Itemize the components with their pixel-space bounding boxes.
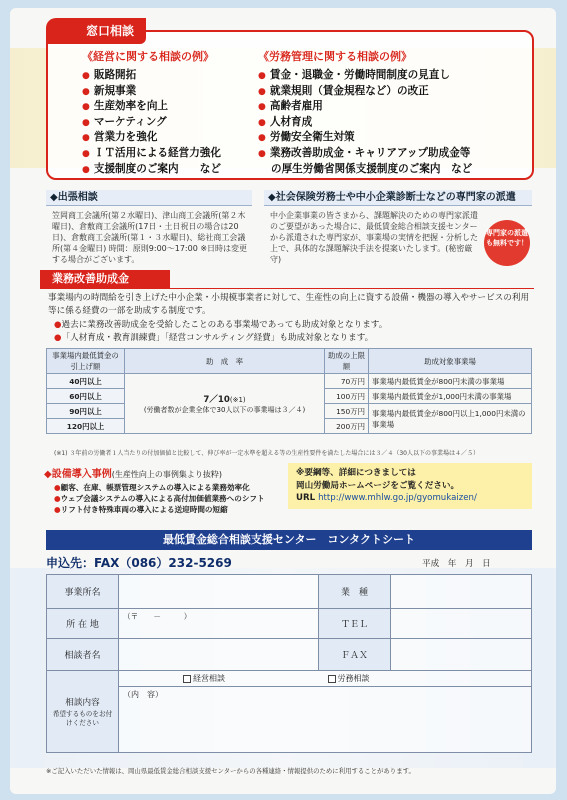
consultation-title: 窓口相談 — [46, 18, 146, 44]
expert-text: 中小企業事業の皆さまから、課題解決のための専門家派遣のご要望があった場合に、最低賃金総合相談支援センターから派遣された専門家が、事業場の実情を把握・分析した上で、具体的な課題解決手法を提案いたします。(秘密厳守) — [270, 211, 478, 264]
url-line1: ※要綱等、詳細につきましては — [296, 468, 416, 478]
bullet-icon: ● — [82, 117, 90, 128]
subsidy-text: 事業場内の時間給を引き上げた中小企業・小規模事業者に対して、生産性の向上に資する設備・機器の導入やサービスの利用等に係る経費の一部を助成する制度です。 — [48, 293, 530, 316]
bullet-icon: ● — [258, 102, 266, 113]
bullet-icon: ● — [82, 86, 90, 97]
bullet-icon: ● — [258, 133, 266, 144]
list-item: ● 高齢者雇用 — [258, 100, 323, 113]
list-item: ● マーケティング — [82, 115, 167, 128]
address-label: 所 在 地 — [47, 609, 119, 639]
bullet-icon: ● — [258, 71, 266, 81]
consultation-box — [46, 24, 534, 180]
list-item: ● ＩＴ活用による経営力強化 — [82, 146, 221, 159]
list-item: ●ウェブ会議システムの導入による高付加価値業務へのシフト — [54, 494, 265, 503]
fax-label: ＦＡＸ — [319, 639, 391, 671]
content-options — [119, 671, 532, 687]
checkbox-icon[interactable] — [183, 675, 191, 683]
management-column — [82, 48, 221, 177]
equipment-heading: ◆設備導入事例(生産性向上の事例集より抜粋) — [44, 469, 222, 480]
target-cell: 事業場内最低賃金が800円以上1,000円未満の事業場 — [369, 404, 532, 434]
header-raise: 事業場内最低賃金の引上げ額 — [47, 349, 125, 374]
management-option[interactable]: 経営相談 — [183, 674, 225, 683]
raise-cell: 90円以上 — [47, 404, 125, 419]
onsite-heading: ◆出張相談 — [46, 190, 252, 206]
person-label: 相談者名 — [47, 639, 119, 671]
table-footnote: (※1) ３年前の労働者１人当たりの付加価値と比較して、伸び率が一定水準を超える等の生産性要件を満たした場合には３／４（30人以下の事業場は４／５） — [54, 450, 479, 457]
free-dispatch-badge: 専門家の派遣も無料です！ — [484, 220, 530, 266]
list-item-continuation: の厚生労働省関係支援制度のご案内 など — [271, 162, 473, 175]
form-row — [47, 609, 532, 639]
bullet-icon: ● — [82, 71, 90, 81]
raise-cell: 40円以上 — [47, 374, 125, 389]
industry-field[interactable] — [391, 575, 532, 609]
target-cell: 事業場内最低賃金が1,000円未満の事業場 — [369, 389, 532, 404]
labor-column — [258, 48, 472, 176]
person-field[interactable] — [119, 639, 319, 671]
onsite-text: 笠岡商工会議所(第２水曜日)、津山商工会議所(第２木曜日)、倉敷商工会議所(17日・土日祝日の場合は20日)、倉敷商工会議所(第１・３水曜日)、総社商工会議所(第４金曜日) 時間：原則9:00～17:00 ※日時は変更する場合がございます。 — [52, 211, 248, 264]
bullet-icon: ● — [54, 483, 61, 492]
tel-field[interactable] — [391, 609, 532, 639]
list-item: ● 人材育成 — [258, 115, 313, 128]
form-row — [47, 575, 532, 609]
bullet-icon: ● — [82, 102, 90, 113]
bullet-icon: ● — [54, 494, 61, 503]
footnote: ※ご記入いただいた情報は、岡山県最低賃金総合相談支援センターからの各種連絡・情報提供のために利用することがあります。 — [46, 767, 415, 775]
labor-list — [258, 68, 472, 176]
subsidy-title: 業務改善助成金 — [40, 270, 170, 288]
contact-form — [46, 574, 532, 753]
bullet-icon: ● — [82, 164, 90, 175]
contact-title: 最低賃金総合相談支援センター コンタクトシート — [46, 530, 532, 550]
header-target: 助成対象事業場 — [369, 349, 532, 374]
bullet-icon: ● — [258, 117, 266, 128]
fax-field[interactable] — [391, 639, 532, 671]
url-line: URL http://www.mhlw.go.jp/gyomukaizen/ — [296, 493, 477, 503]
date-field[interactable]: 平成 年 月 日 — [422, 559, 491, 569]
list-item: ●リフト付き特殊車両の導入による送迎時間の短縮 — [54, 505, 228, 514]
bullet-icon: ● — [82, 148, 90, 159]
postal-code: （〒 － ） — [123, 612, 192, 621]
subsidy-table — [46, 348, 532, 434]
flyer-page — [10, 8, 556, 794]
list-item: ●顧客、在庫、帳票管理システムの導入による業務効率化 — [54, 483, 250, 492]
bullet-icon: ● — [82, 133, 90, 144]
table-row — [47, 374, 532, 389]
company-field[interactable] — [119, 575, 319, 609]
subsidy-bullet: ●「人材育成・教育訓練費」「経営コンサルティング経費」も助成対象となります。 — [54, 333, 374, 343]
list-item: ● 労働安全衛生対策 — [258, 131, 355, 144]
company-label: 事業所名 — [47, 575, 119, 609]
header-rate: 助 成 率 — [125, 349, 325, 374]
limit-cell: 200万円 — [325, 419, 369, 434]
url-line2: 岡山労働局ホームページをご覧ください。 — [296, 480, 460, 491]
url-box — [288, 463, 532, 509]
list-item: ● 営業力を強化 — [82, 131, 158, 144]
table-header-row — [47, 349, 532, 374]
limit-cell: 70万円 — [325, 374, 369, 389]
fax-number: 申込先：FAX（086）232-5269 — [46, 556, 232, 570]
address-field[interactable] — [119, 609, 319, 639]
raise-cell: 120円以上 — [47, 419, 125, 434]
bullet-icon: ● — [54, 505, 61, 514]
target-cell: 事業場内最低賃金が800円未満の事業場 — [369, 374, 532, 389]
raise-cell: 60円以上 — [47, 389, 125, 404]
labor-option[interactable]: 労務相談 — [328, 674, 370, 683]
tel-label: ＴＥＬ — [319, 609, 391, 639]
list-item: ● 就業規則（賃金規程など）の改正 — [258, 84, 429, 97]
list-item: ● 賃金・退職金・労働時間制度の見直し — [258, 69, 450, 81]
content-label: 相談内容 希望するものをお付けください — [47, 671, 119, 753]
checkbox-icon[interactable] — [328, 675, 336, 683]
management-list — [82, 68, 221, 177]
subsidy-bullet: ●過去に業務改善助成金を受給したことのある事業場であっても助成対象となります。 — [54, 320, 388, 330]
list-item: ● 新規事業 — [82, 84, 137, 97]
management-heading: 《経営に関する相談の例》 — [82, 50, 214, 63]
url-link[interactable]: http://www.mhlw.go.jp/gyomukaizen/ — [318, 493, 477, 503]
industry-label: 業 種 — [319, 575, 391, 609]
content-detail-field[interactable]: （内 容） — [119, 687, 532, 753]
bullet-icon: ● — [258, 86, 266, 97]
labor-heading: 《労務管理に関する相談の例》 — [258, 50, 412, 63]
bullet-icon: ● — [258, 148, 266, 159]
form-row — [47, 639, 532, 671]
list-item: ● 販路開拓 — [82, 69, 137, 81]
equipment-list — [54, 482, 265, 515]
header-limit: 助成の上限額 — [325, 349, 369, 374]
limit-cell: 100万円 — [325, 389, 369, 404]
rate-cell: 7／10(※1) (労働者数が企業全体で30人以下の事業場は３／４) — [125, 374, 325, 434]
expert-heading: ◆社会保険労務士や中小企業診断士などの専門家の派遣 — [264, 190, 532, 206]
limit-cell: 150万円 — [325, 404, 369, 419]
list-item: ● 業務改善助成金・キャリアアップ助成金等 — [258, 146, 471, 159]
form-row — [47, 687, 532, 753]
form-row — [47, 671, 532, 687]
list-item: ● 支援制度のご案内 など — [82, 162, 221, 175]
list-item: ● 生産効率を向上 — [82, 100, 169, 113]
divider — [40, 288, 534, 289]
